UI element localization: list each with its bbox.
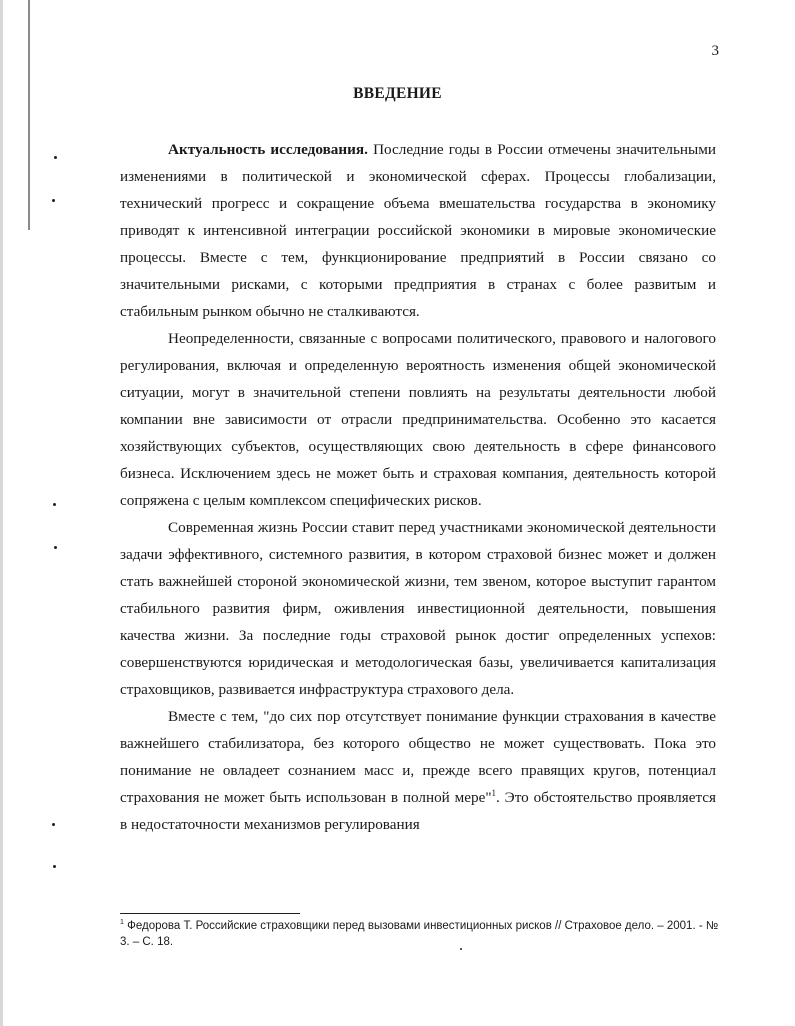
scan-speck [54, 546, 57, 549]
scan-speck [53, 865, 56, 868]
page-number: 3 [711, 43, 719, 59]
page-title: ВВЕДЕНИЕ [353, 85, 442, 102]
scan-speck [53, 503, 56, 506]
paragraph [120, 136, 716, 325]
footnote-divider [120, 913, 300, 914]
paragraph [120, 703, 716, 838]
paragraph-text: Вместе с тем, "до сих пор отсутствует понимание функции страхования в качестве важнейшего стабилизатора, без которого общество не может существовать. Пока это понимание не овладеет сознанием масс и, прежде всего правящих кругов, потенциал страхования не может быть использован в полной мере" [120, 708, 716, 806]
scan-speck [54, 156, 57, 159]
footnote-text: Федорова Т. Российские страховщики перед вызовами инвестиционных рисков // Страховое дело. – 2001. - № 3. – С. 18. [120, 920, 719, 948]
paragraph-tail: . Это обстоятельство проявляется в недостаточности механизмов регулирования [120, 789, 716, 833]
body-text [120, 136, 716, 838]
paragraph-lead: Актуальность исследования. [168, 141, 368, 158]
paragraph-text: Последние годы в России отмечены значительными изменениями в политической и экономической сферах. Процессы глобализации, технический прогресс и сокращение объема вмешательства государства в экономику приводят к интенсивной интеграции российской экономики в мировые экономические процессы. Вместе с тем, функционирование предприятий в России связано со значительными рисками, с которыми предприятия в странах с более развитым и стабильным рынком обычно не сталкиваются. [120, 141, 717, 320]
footnote-marker: 1 [120, 919, 124, 927]
scan-margin-line [28, 0, 30, 230]
scan-speck [52, 823, 55, 826]
paragraph: Современная жизнь России ставит перед участниками экономической деятельности задачи эффективного, системного развития, в котором страховой бизнес может и должен стать важнейшей стороной экономической жизни, тем звеном, которое выступит гарантом стабильного развития фирм, оживления инвестиционной деятельности, повышения качества жизни. За последние годы страховой рынок достиг определенных успехов: совершенствуются юридическая и методологическая базы, увеличивается капитализация страховщиков, развивается инфраструктура страхового дела. [120, 519, 716, 698]
footnote [120, 918, 720, 950]
footnote-ref: 1 [491, 787, 497, 798]
paragraph: Неопределенности, связанные с вопросами политического, правового и налогового регулирования, включая и определенную вероятность изменения общей экономической ситуации, могут в значительной степени повлиять на результаты деятельности любой компании вне зависимости от отрасли предпринимательства. Особенно это касается хозяйствующих субъектов, осуществляющих свою деятельность в сфере финансового бизнеса. Исключением здесь не может быть и страховая компания, деятельность которой сопряжена с целым комплексом специфических рисков. [120, 330, 716, 509]
scan-speck [52, 199, 55, 202]
scan-edge-left [0, 0, 3, 1026]
